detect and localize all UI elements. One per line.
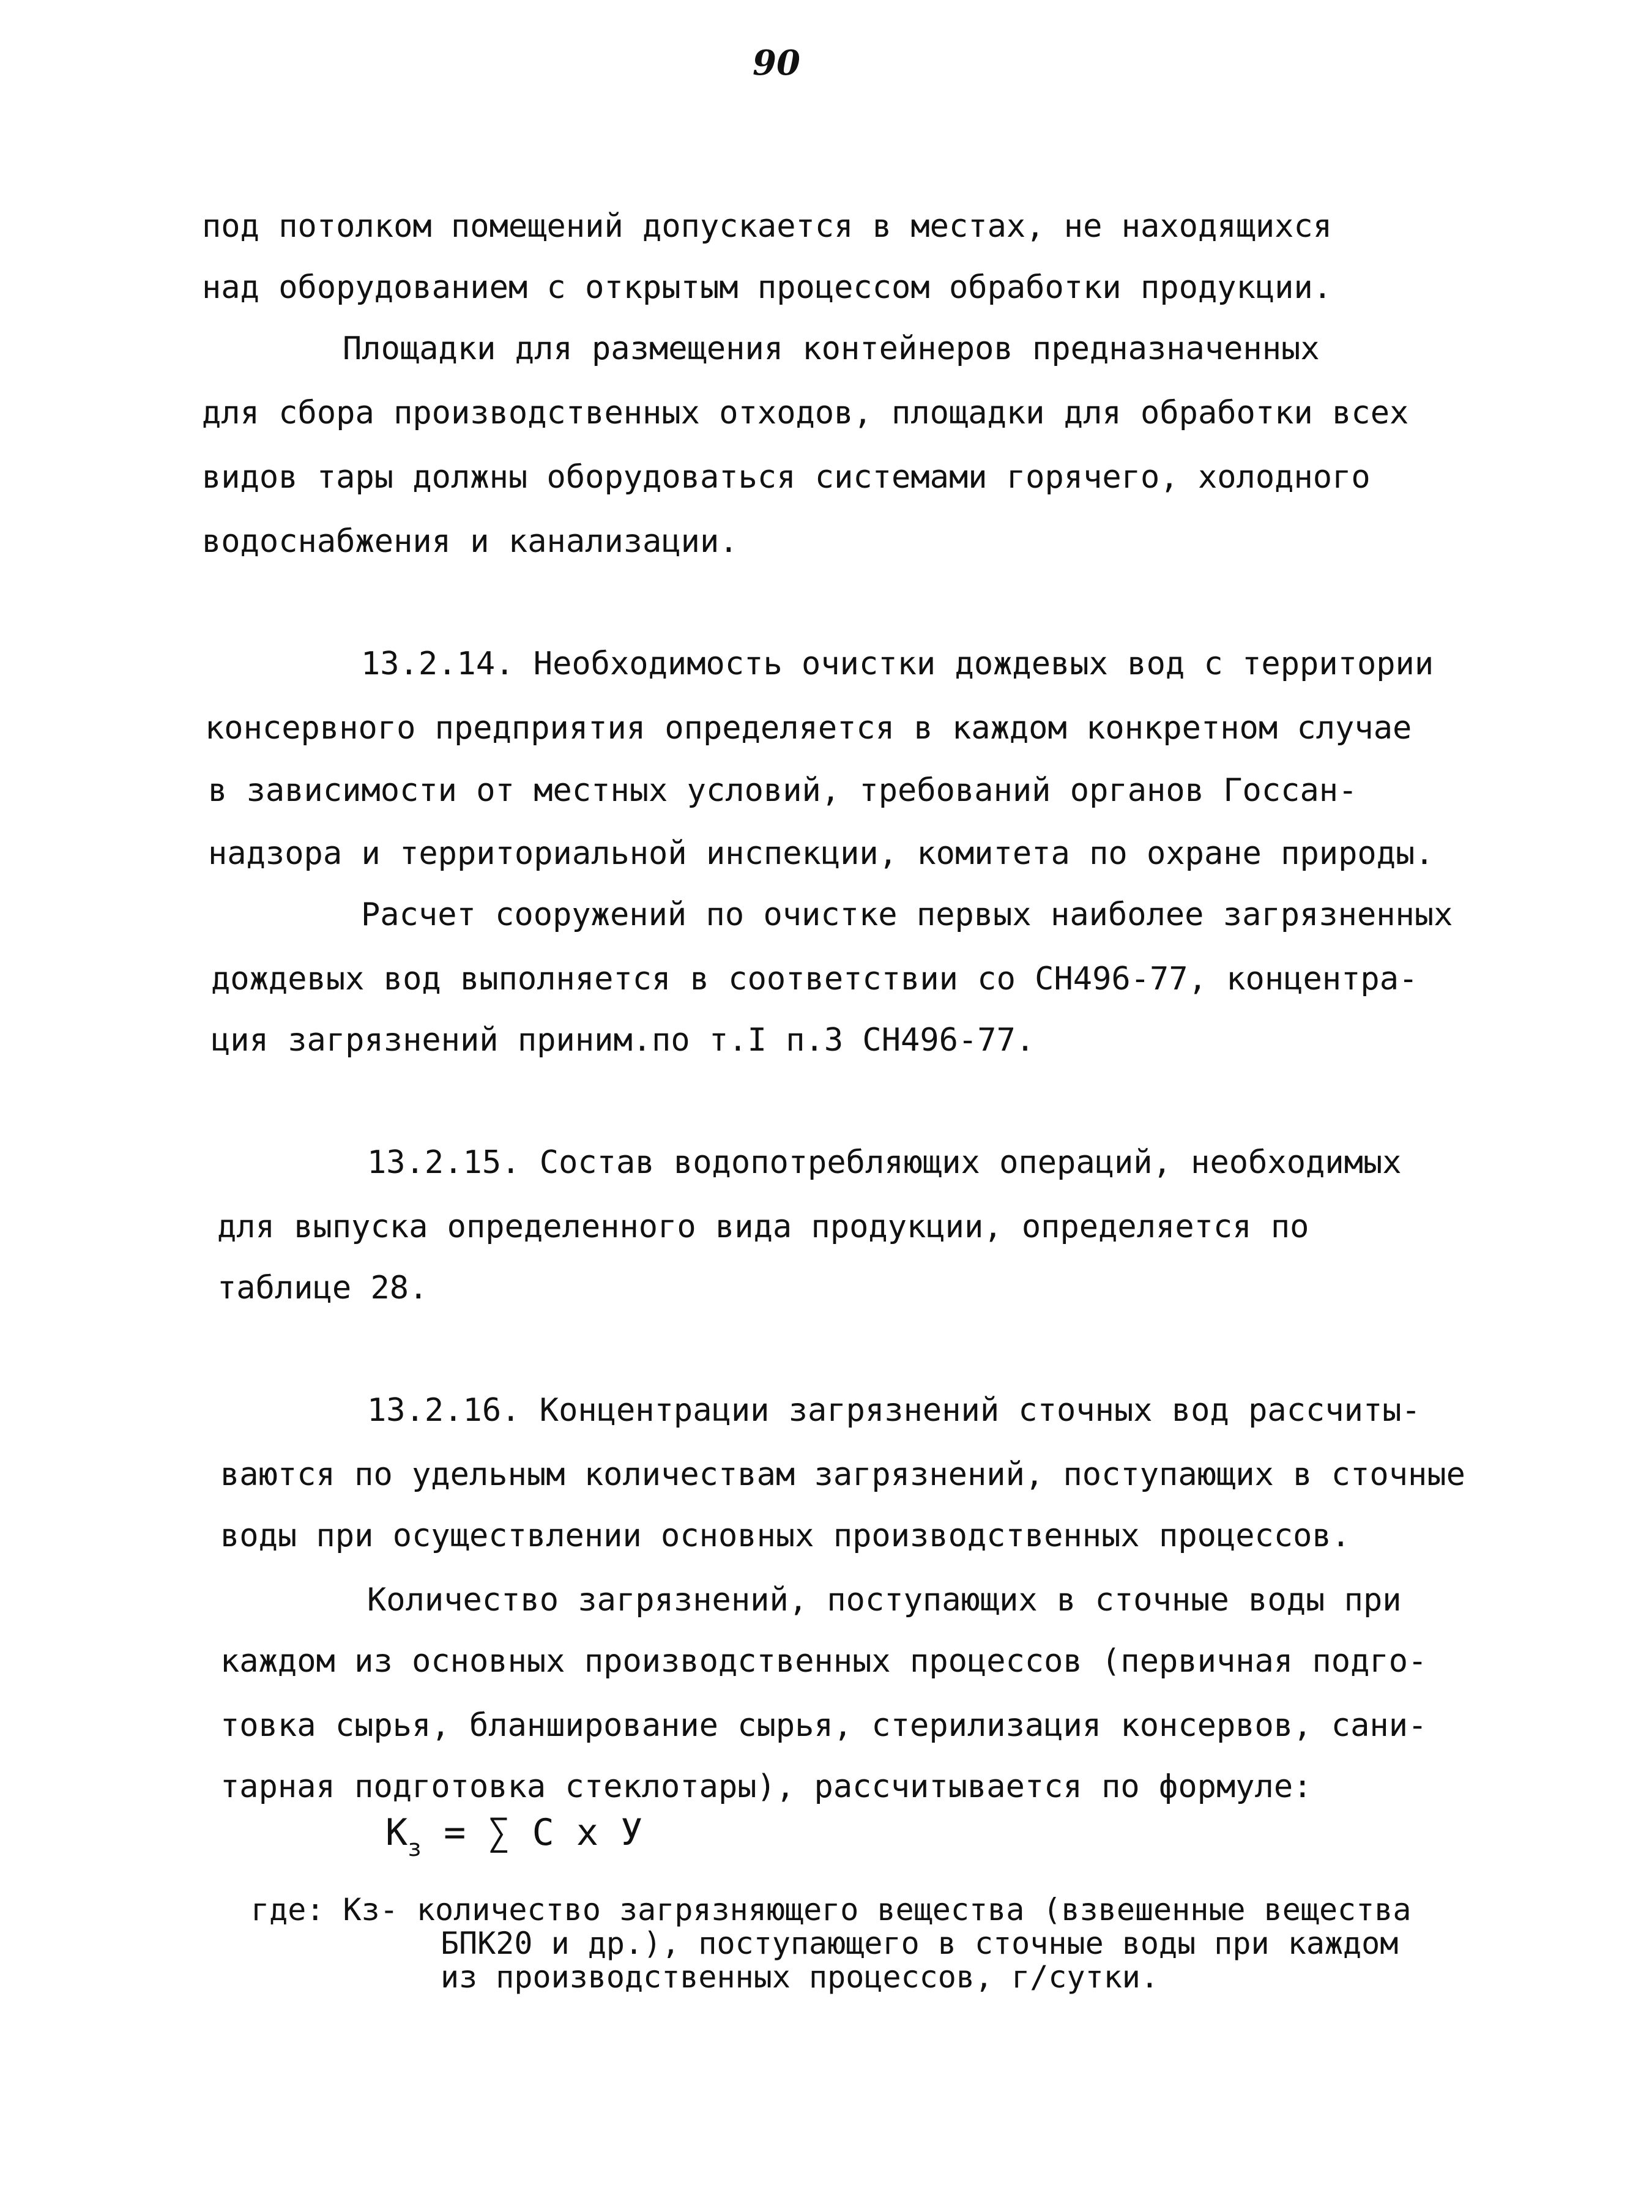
text-line: Площадки для размещения контейнеров предназначенных — [343, 330, 1320, 367]
section-heading-line: 13.2.16. Концентрации загрязнений сточных вод рассчиты- — [367, 1392, 1421, 1429]
text-line: над оборудованием с открытым процессом обработки продукции. — [202, 269, 1333, 306]
text-line: для сбора производственных отходов, площадки для обработки всех — [202, 395, 1409, 431]
text-line: ция загрязнений приним.по т.I п.3 СН496-77. — [211, 1022, 1035, 1059]
text-line: Количество загрязнений, поступающих в сточные воды при — [367, 1582, 1402, 1618]
text-line: ваются по удельным количествам загрязнений, поступающих в сточные — [220, 1456, 1465, 1493]
text-line: видов тары должны оборудоваться системами горячего, холодного — [202, 459, 1371, 496]
text-line: Расчет сооружений по очистке первых наиболее загрязненных — [361, 896, 1453, 933]
text-line: в зависимости от местных условий, требований органов Госсан- — [208, 772, 1358, 809]
text-line: таблице 28. — [217, 1270, 428, 1306]
text-line: консервного предприятия определяется в каждом конкретном случае — [205, 710, 1412, 747]
text-line: для выпуска определенного вида продукции, определяется по — [217, 1208, 1309, 1245]
page-number: 90 — [753, 43, 800, 83]
formula-rhs: = ∑ С х У — [444, 1811, 643, 1854]
formula-lhs: К — [385, 1811, 408, 1854]
text-line: каждом из основных производственных процессов (первичная подго- — [220, 1643, 1427, 1680]
text-line: под потолком помещений допускается в местах, не находящихся — [202, 208, 1333, 245]
formula-lhs-subscript: з — [407, 1834, 422, 1861]
legend-line: БПК20 и др.), поступающего в сточные воды при каждом — [441, 1926, 1399, 1961]
text-line: надзора и территориальной инспекции, комитета по охране природы. — [208, 835, 1434, 872]
legend-line: из производственных процессов, г/сутки. — [441, 1959, 1159, 1995]
section-heading-line: 13.2.15. Состав водопотребляющих операций, необходимых — [367, 1144, 1402, 1181]
text-line: водоснабжения и канализации. — [202, 523, 739, 560]
text-line: воды при осуществлении основных производственных процессов. — [220, 1517, 1351, 1554]
formula — [385, 1811, 643, 1861]
text-line: дождевых вод выполняется в соответствии со СН496-77, концентра- — [211, 961, 1418, 997]
legend-line: где: Кз- количество загрязняющего вещества (взвешенные вещества — [251, 1892, 1412, 1927]
section-heading-line: 13.2.14. Необходимость очистки дождевых вод с территории — [361, 646, 1434, 682]
text-line: тарная подготовка стеклотары), рассчитывается по формуле: — [220, 1768, 1312, 1805]
text-line: товка сырья, бланширование сырья, стерилизация консервов, сани- — [220, 1707, 1427, 1744]
